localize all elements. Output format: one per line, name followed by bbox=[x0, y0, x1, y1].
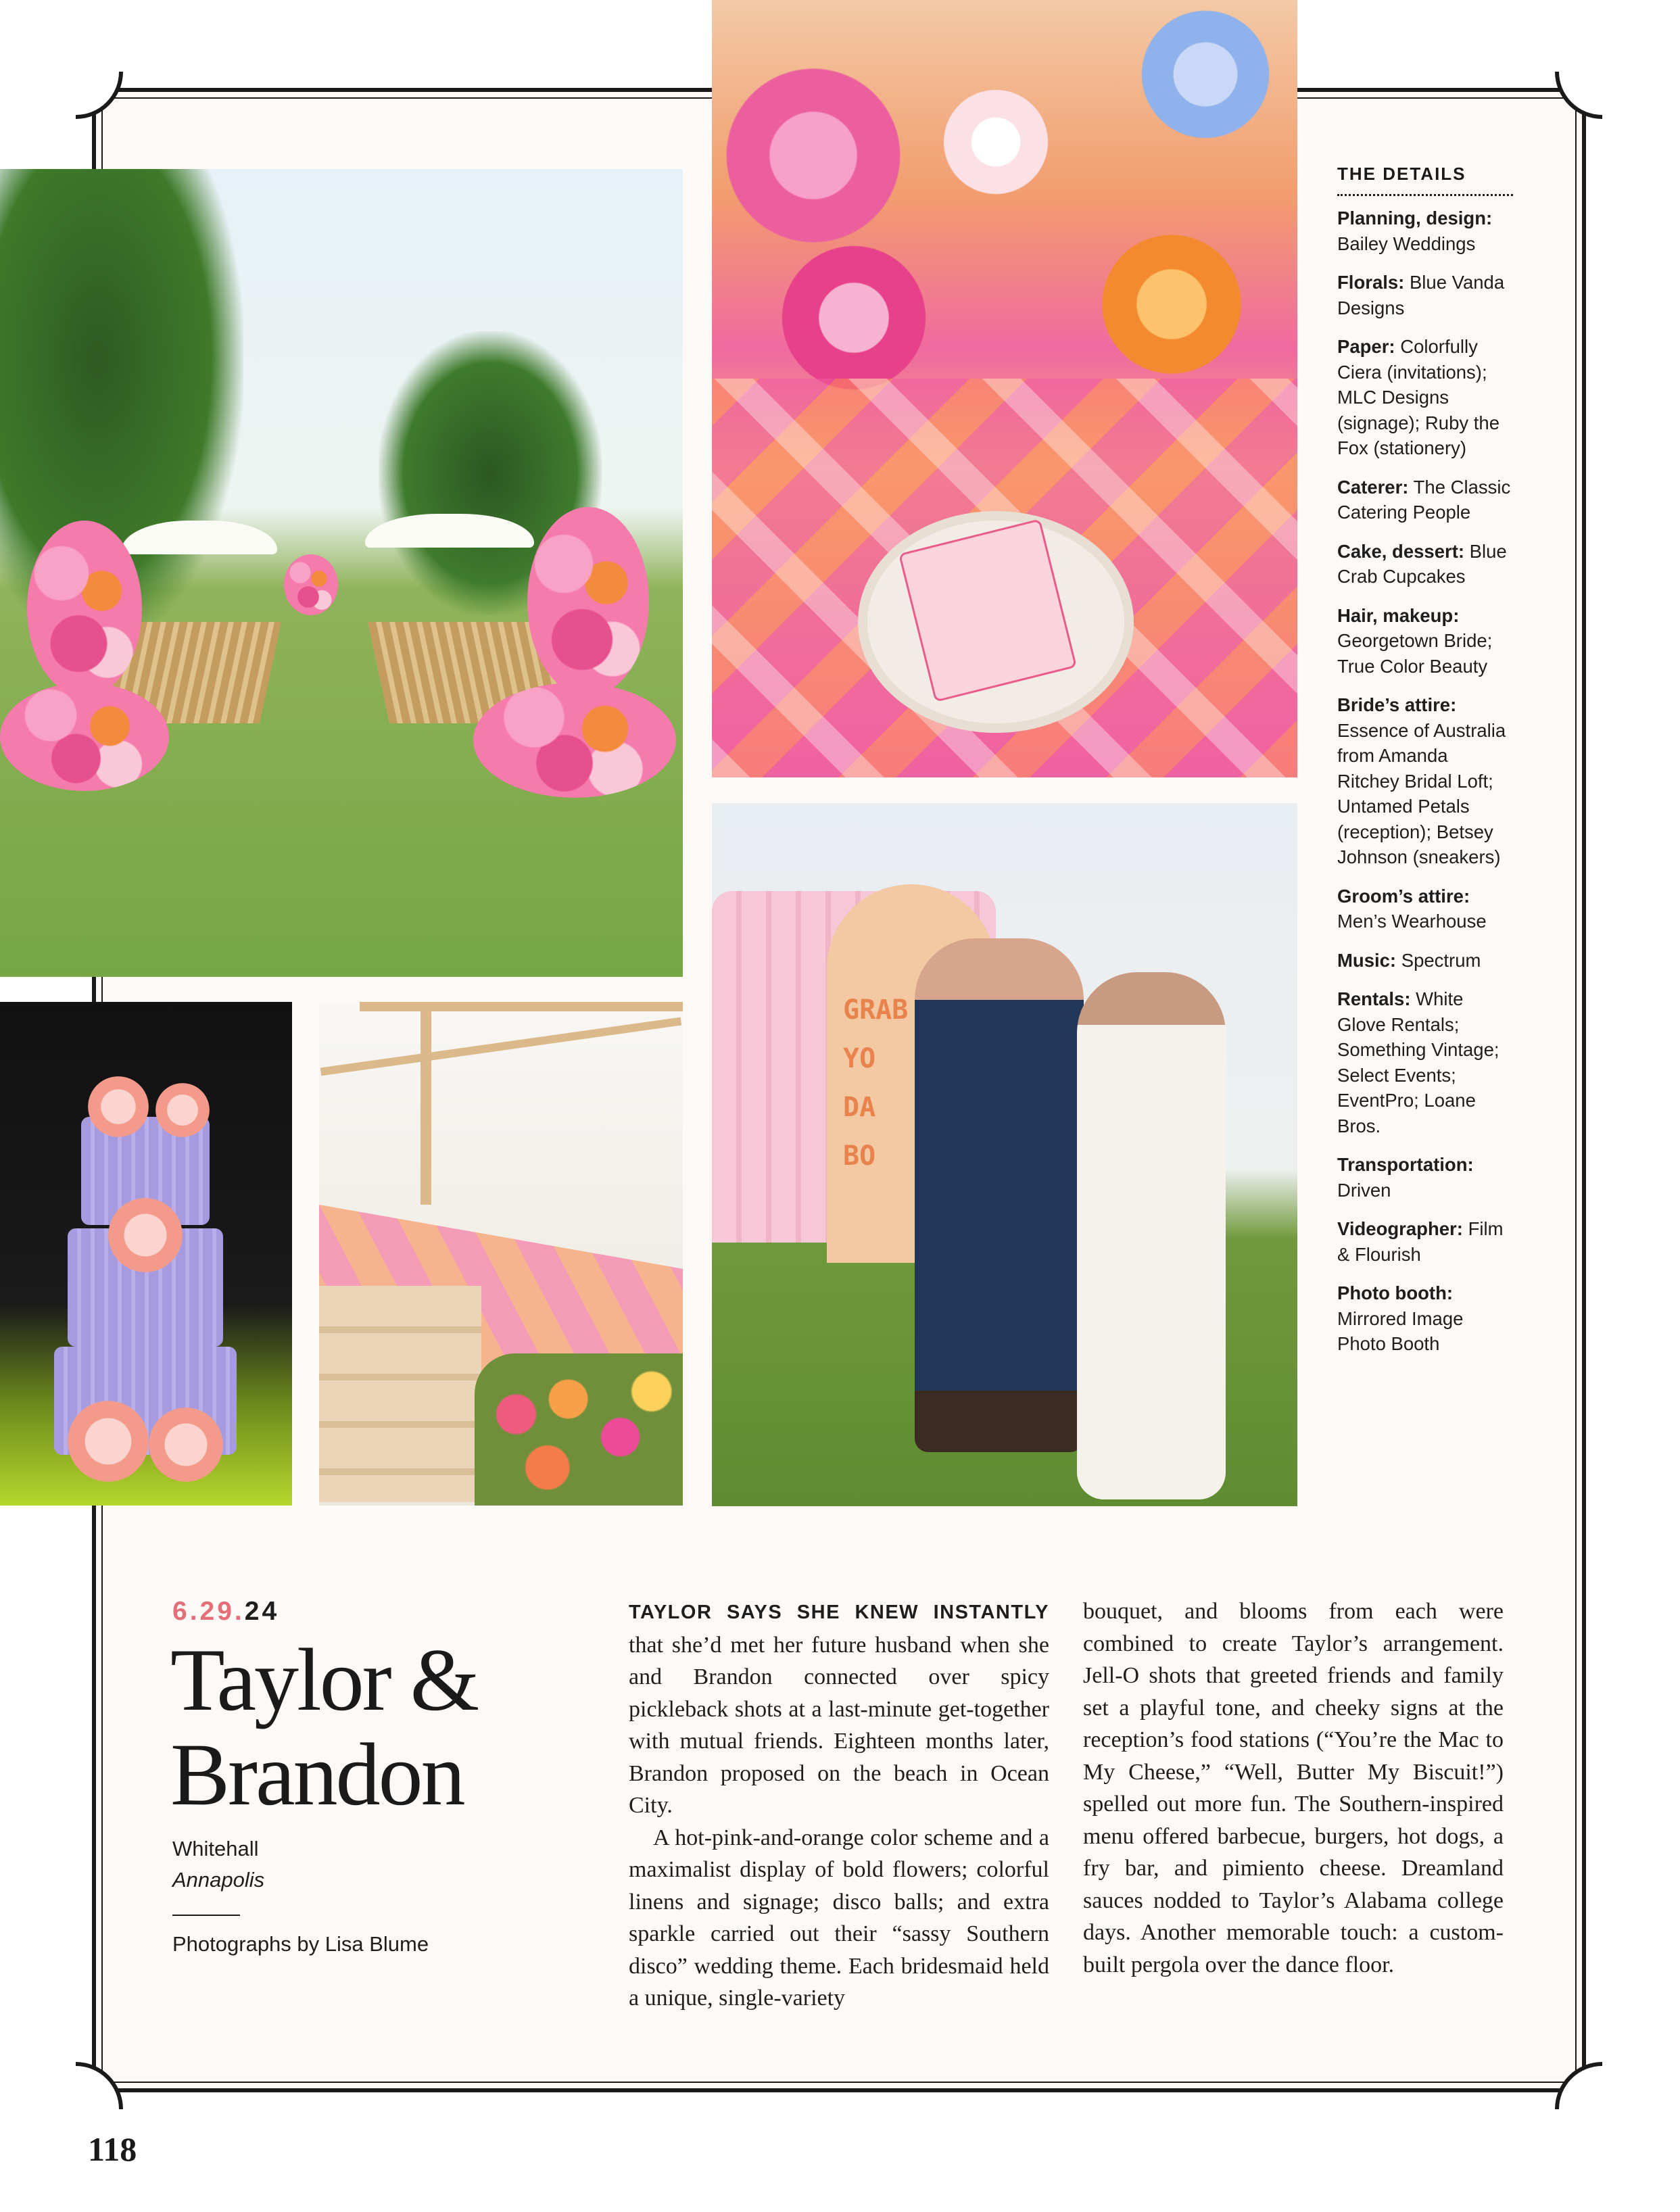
detail-label: Videographer: bbox=[1337, 1218, 1463, 1239]
wedding-date bbox=[172, 1597, 279, 1627]
detail-value: Driven bbox=[1337, 1179, 1391, 1201]
flower-arrangement bbox=[527, 507, 649, 696]
cake-flower bbox=[88, 1076, 149, 1137]
detail-item bbox=[1337, 270, 1513, 320]
venue-block bbox=[172, 1833, 264, 1896]
paragraph-text: that she’d met her future husband when she and Brandon connected over spicy pickleback shots at a last-minute get-together with mutual friends. Eighteen months later, Brandon proposed on the beach in Ocean City. bbox=[629, 1632, 1049, 1818]
article-paragraph: A hot-pink-and-orange color scheme and a maximalist display of bold flowers; colorful linens and signage; disco balls; and extra sparkle carried out their “sassy Southern disco” wedding theme. Each bridesmaid held a unique, single-variety bbox=[629, 1825, 1049, 2011]
detail-label: Paper: bbox=[1337, 336, 1395, 357]
wedding-cake-photo bbox=[0, 1002, 292, 1506]
cake-flower bbox=[68, 1401, 149, 1482]
bride bbox=[1077, 972, 1226, 1499]
venue-name: Whitehall bbox=[172, 1837, 259, 1860]
detail-item bbox=[1337, 692, 1513, 870]
sign-text: GRAB YO DA BO bbox=[843, 994, 909, 1172]
lead-in: TAYLOR SAYS SHE KNEW INSTANTLY bbox=[629, 1602, 1049, 1623]
pergola-beam bbox=[320, 1017, 681, 1076]
detail-value: Georgetown Bride; True Color Beauty bbox=[1337, 630, 1493, 677]
detail-label: Florals: bbox=[1337, 272, 1405, 293]
detail-item bbox=[1337, 539, 1513, 590]
pergola-beam bbox=[360, 1002, 683, 1011]
detail-label: Planning, design: bbox=[1337, 208, 1493, 229]
table-setting-photo bbox=[712, 0, 1297, 777]
detail-item bbox=[1337, 475, 1513, 525]
detail-value: Colorfully Ciera (invitations); MLC Designs (signage); Ruby the Fox (stationery) bbox=[1337, 336, 1499, 458]
flower bbox=[1090, 223, 1253, 385]
details-heading: THE DETAILS bbox=[1337, 164, 1513, 196]
details-sidebar bbox=[1337, 164, 1513, 1370]
article-paragraph bbox=[629, 1595, 1049, 1822]
detail-value: The Classic Catering People bbox=[1337, 476, 1511, 523]
detail-label: Hair, makeup: bbox=[1337, 604, 1460, 626]
flower-arrangement bbox=[473, 683, 676, 798]
flower bbox=[712, 54, 915, 257]
detail-label: Caterer: bbox=[1337, 476, 1409, 498]
detail-value: Men’s Wearhouse bbox=[1337, 911, 1487, 932]
detail-item bbox=[1337, 206, 1513, 256]
detail-value: Bailey Weddings bbox=[1337, 233, 1476, 254]
detail-value: Blue Vanda Designs bbox=[1337, 272, 1505, 318]
flower bbox=[935, 81, 1057, 203]
article-column-2 bbox=[1083, 1595, 1504, 1981]
groom bbox=[915, 938, 1084, 1452]
divider bbox=[172, 1915, 240, 1916]
venue-city: Annapolis bbox=[172, 1868, 265, 1892]
detail-item bbox=[1337, 1216, 1513, 1267]
detail-item bbox=[1337, 1152, 1513, 1203]
cake-flower bbox=[155, 1083, 210, 1137]
detail-item bbox=[1337, 948, 1513, 973]
details-list bbox=[1337, 206, 1513, 1357]
photo-credit: Photographs by Lisa Blume bbox=[172, 1932, 429, 1956]
detail-label: Cake, dessert: bbox=[1337, 540, 1465, 562]
detail-label: Rentals: bbox=[1337, 988, 1411, 1009]
detail-label: Groom’s attire: bbox=[1337, 885, 1470, 907]
detail-label: Transportation: bbox=[1337, 1154, 1474, 1175]
detail-value: Film & Flourish bbox=[1337, 1218, 1504, 1265]
flower bbox=[773, 237, 935, 399]
detail-value: Mirrored Image Photo Booth bbox=[1337, 1307, 1464, 1354]
flower-arrangement bbox=[0, 683, 169, 791]
cake-flower bbox=[149, 1408, 223, 1482]
date-year: 24 bbox=[244, 1597, 280, 1626]
title-line: Taylor & bbox=[170, 1630, 478, 1729]
detail-item bbox=[1337, 1280, 1513, 1357]
flower-arch bbox=[284, 554, 338, 615]
detail-item bbox=[1337, 603, 1513, 679]
reception-tent-photo bbox=[319, 1002, 683, 1506]
flower bbox=[1131, 0, 1280, 149]
reception-chairs bbox=[319, 1286, 481, 1502]
detail-value: Essence of Australia from Amanda Ritchey Bridal Loft; Untamed Petals (reception); Betsey Johnson (sneakers) bbox=[1337, 719, 1506, 867]
page-number: 118 bbox=[88, 2130, 137, 2168]
article-paragraph: bouquet, and blooms from each were combined to create Taylor’s arrangement. Jell-O shots that greeted friends and family set a playful tone, and cheeky signs at the reception’s food stations (“You’re the Mac to My Cheese,” “Well, Butter My Biscuit!”) spelled out more fun. The Southern-inspired menu offered barbecue, burgers, hot dogs, a fry bar, and pimiento cheese. Dreamland sauces nodded to Taylor’s Alabama college days. Another memorable touch: a custom-built pergola over the dance floor. bbox=[1083, 1599, 1504, 1977]
cake-flower bbox=[108, 1198, 183, 1272]
couple-title bbox=[170, 1630, 549, 1824]
detail-label: Photo booth: bbox=[1337, 1282, 1454, 1303]
detail-label: Bride’s attire: bbox=[1337, 694, 1457, 715]
detail-item bbox=[1337, 884, 1513, 934]
date-month-day: 6.29. bbox=[172, 1597, 245, 1626]
detail-item bbox=[1337, 334, 1513, 461]
detail-label: Music: bbox=[1337, 949, 1397, 971]
detail-value: Spectrum bbox=[1401, 949, 1481, 971]
title-line: Brandon bbox=[170, 1725, 464, 1824]
ceremony-aisle-photo bbox=[0, 169, 683, 977]
detail-value: Blue Crab Cupcakes bbox=[1337, 540, 1507, 587]
couple-photo bbox=[712, 803, 1297, 1506]
detail-item bbox=[1337, 986, 1513, 1138]
article-column-1 bbox=[629, 1595, 1049, 2015]
flower-arrangement bbox=[27, 521, 142, 696]
detail-value: White Glove Rentals; Something Vintage; Select Events; EventPro; Loane Bros. bbox=[1337, 988, 1499, 1136]
pergola-post bbox=[421, 1002, 431, 1205]
flower-arrangement bbox=[475, 1353, 683, 1506]
